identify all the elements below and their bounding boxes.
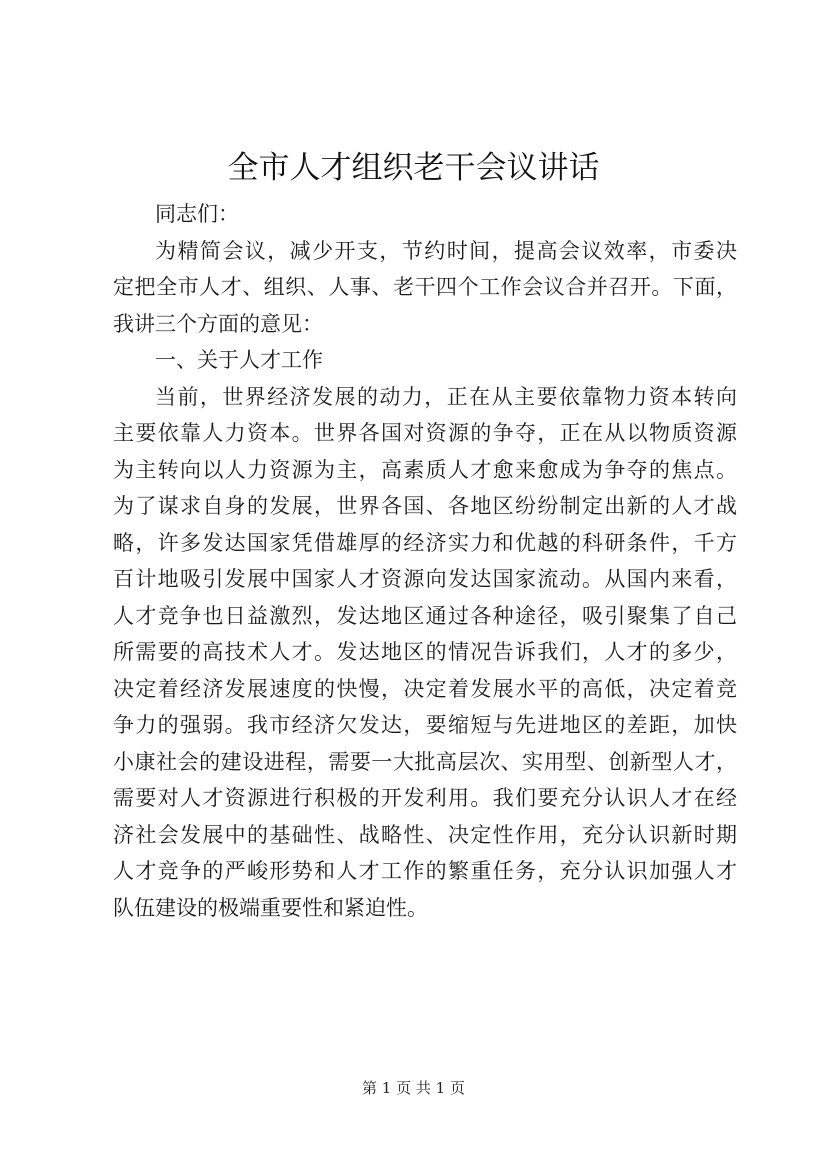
body-line: 我讲三个方面的意见： <box>113 311 323 336</box>
document-body <box>113 196 737 926</box>
body-line: 略，许多发达国家凭借雄厚的经济实力和优越的科研条件，千方 <box>113 530 737 555</box>
document-title: 全市人才组织老干会议讲话 <box>227 150 600 186</box>
body-line: 同志们： <box>155 202 239 226</box>
body-line: 需要对人才资源进行积极的开发利用。我们要充分认识人才在经 <box>113 786 737 810</box>
body-line: 决定着经济发展速度的快慢，决定着发展水平的高低，决定着竞 <box>113 676 737 701</box>
body-line: 人才竞争也日益激烈，发达地区通过各种途径，吸引聚集了自己 <box>113 603 737 628</box>
body-line: 为主转向以人力资源为主，高素质人才愈来愈成为争夺的焦点。 <box>113 457 737 482</box>
body-line: 所需要的高技术人才。发达地区的情况告诉我们，人才的多少， <box>113 640 737 664</box>
body-line: 定把全市人才、组织、人事、老干四个工作会议合并召开。下面， <box>113 275 737 299</box>
body-line: 争力的强弱。我市经济欠发达，要缩短与先进地区的差距，加快 <box>113 713 737 737</box>
body-line: 为精简会议，减少开支，节约时间，提高会议效率，市委决 <box>155 238 737 263</box>
body-line: 济社会发展中的基础性、战略性、决定性作用，充分认识新时期 <box>113 822 737 847</box>
body-line: 百计地吸引发展中国家人才资源向发达国家流动。从国内来看， <box>113 567 737 591</box>
body-line: 队伍建设的极端重要性和紧迫性。 <box>113 895 428 920</box>
body-line: 小康社会的建设进程，需要一大批高层次、实用型、创新型人才， <box>113 749 737 774</box>
page-footer: 第 1 页 共 1 页 <box>362 1079 465 1097</box>
body-line: 为了谋求自身的发展，世界各国、各地区纷纷制定出新的人才战 <box>113 494 737 518</box>
body-line: 主要依靠人力资本。世界各国对资源的争夺，正在从以物质资源 <box>113 421 737 445</box>
body-line: 人才竞争的严峻形势和人才工作的繁重任务，充分认识加强人才 <box>113 859 737 883</box>
body-line: 当前，世界经济发展的动力，正在从主要依靠物力资本转向 <box>155 384 737 409</box>
body-line: 一、关于人才工作 <box>155 348 323 372</box>
